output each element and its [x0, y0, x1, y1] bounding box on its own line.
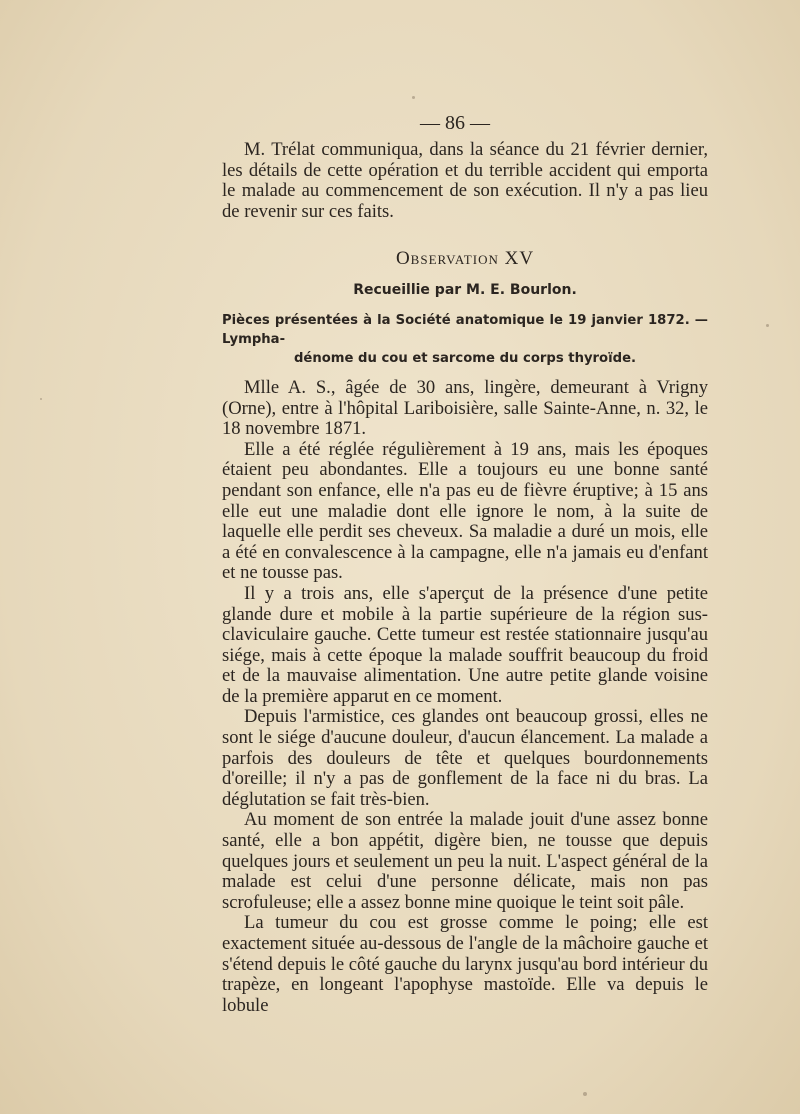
observation-author: Recueillie par M. E. Bourlon.: [353, 281, 577, 298]
page-number: — 86 —: [420, 112, 490, 134]
paragraph: Elle a été réglée régulièrement à 19 ans, mais les époques étaient peu abondantes. Elle a toujours eu une bonne santé pendant son enfance, elle n'a pas eu de fièvre éruptive; à 15 ans elle eut une maladie dont elle ignore le nom, à la suite de laquelle elle perdit ses cheveux. Sa maladie a duré un mois, elle a été en convalescence à la campagne, elle n'a jamais eu d'enfant et ne tousse pas.: [222, 438, 708, 584]
paragraph: La tumeur du cou est grosse comme le poing; elle est exactement située au-dessous de l'angle de la mâchoire gauche et s'étend depuis le côté gauche du larynx jusqu'au bord intérieur du trapèze, en longeant l'apophyse mastoïde. Elle va depuis le lobule: [222, 912, 708, 1016]
paper-speck: [583, 1092, 587, 1096]
paper-speck: [766, 324, 769, 327]
paper-speck: [412, 96, 415, 99]
observation-title: Observation XV: [395, 248, 535, 270]
observation-subtitle: [222, 311, 708, 368]
subtitle-line-1: Pièces présentées à la Société anatomique le 19 janvier 1872. — Lympha-: [222, 312, 708, 347]
paper-speck: [40, 398, 42, 400]
paragraph: Depuis l'armistice, ces glandes ont beaucoup grossi, elles ne sont le siége d'aucune douleur, d'aucun élancement. La malade a parfois des douleurs de tête et quelques bourdonnements d'oreille; il n'y a pas de gonflement de la face ni du bras. La déglutation se fait très-bien.: [222, 706, 708, 810]
paragraph: Au moment de son entrée la malade jouit d'une assez bonne santé, elle a bon appétit, digère bien, ne tousse que depuis quelques jours et seulement un peu la nuit. L'aspect général de la malade est celui d'une personne délicate, mais non pas scrofuleuse; elle a assez bonne mine quoique le teint soit pâle.: [222, 809, 708, 913]
page-content: [222, 140, 708, 1016]
intro-paragraph: M. Trélat communiqua, dans la séance du 21 février dernier, les détails de cette opération et du terrible accident qui emporta le malade au commencement de son exécution. Il n'y a pas lieu de revenir sur ces faits.: [222, 139, 708, 222]
subtitle-line-2: dénome du cou et sarcome du corps thyroïde.: [293, 350, 637, 366]
paragraph: Mlle A. S., âgée de 30 ans, lingère, demeurant à Vrigny (Orne), entre à l'hôpital Lariboisière, salle Sainte-Anne, n. 32, le 18 novembre 1871.: [222, 376, 708, 440]
paragraph: Il y a trois ans, elle s'aperçut de la présence d'une petite glande dure et mobile à la partie supérieure de la région sus-claviculaire gauche. Cette tumeur est restée stationnaire jusqu'au siége, mais à cette époque la malade souffrit beaucoup du froid et de la mauvaise alimentation. Une autre petite glande voisine de la première apparut en ce moment.: [222, 582, 708, 707]
observation-body: [222, 378, 708, 1016]
